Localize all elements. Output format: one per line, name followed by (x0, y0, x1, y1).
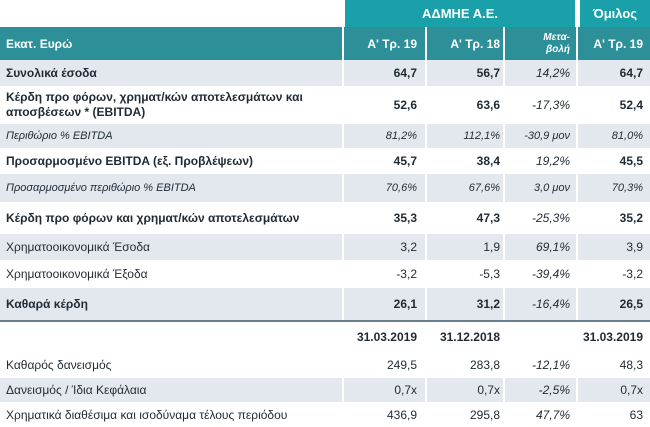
col-q1-19-header: Α' Τρ. 19 (367, 36, 417, 51)
row-value-change: -25,3% (531, 211, 570, 225)
row-label (6, 86, 346, 124)
table-row (0, 202, 650, 234)
row-value-change: -30,9 μον (524, 130, 570, 142)
row-value-group: 70,3% (611, 182, 643, 194)
table-row (0, 124, 650, 148)
row-value-change: 69,1% (535, 240, 570, 254)
row-label: Καθαρός δανεισμός (6, 358, 112, 372)
row-value-group: 45,5 (619, 154, 643, 168)
row-label-line2: αποσβέσεων * (EBITDA) (6, 105, 146, 119)
row-value-q1-19: 3,2 (400, 240, 417, 254)
row-value-change: -17,3% (531, 98, 570, 112)
row-value-group: 52,4 (619, 98, 643, 112)
table-row (0, 60, 650, 86)
row-label: Κέρδη προ φόρων και χρηματ/κών αποτελεσμάτων (6, 211, 300, 225)
row-value-group: 26,5 (619, 297, 643, 311)
row-value-q1-18: 56,7 (476, 66, 500, 80)
row-value-q1-18: 47,3 (476, 211, 500, 225)
row-value-group: 81,0% (611, 130, 643, 142)
row-value-fy18: 295,8 (469, 407, 500, 422)
col-change-header (505, 27, 570, 60)
table-row (0, 86, 650, 124)
row-label: Προσαρμοσμένο EBITDA (εξ. Προβλέψεων) (6, 154, 254, 168)
row-value-q1-19: 35,3 (393, 211, 417, 225)
row-label: Προσαρμοσμένο περιθώριο % EBITDA (6, 182, 196, 194)
table-row (0, 174, 650, 202)
row-value-q1-19: 436,9 (386, 407, 417, 422)
row-value-group: 3,9 (626, 240, 643, 254)
row-value-change: -2,5% (538, 383, 570, 397)
row-value-group: 64,7 (619, 66, 643, 80)
row-value-q1-19: 70,6% (385, 182, 417, 194)
table-row (0, 288, 650, 320)
row-value-change: 3,0 μον (534, 182, 570, 194)
balance-date-row (0, 322, 650, 352)
table-row (0, 352, 650, 378)
row-value-q1-19: 64,7 (393, 66, 417, 80)
row-label: Χρηματοοικονομικά Έξοδα (6, 267, 148, 281)
row-label: Συνολικά έσοδα (6, 66, 97, 80)
row-value-change: -39,4% (531, 267, 570, 281)
row-value-change: -12,1% (531, 358, 570, 372)
row-label: Καθαρά κέρδη (6, 297, 88, 311)
row-label: Χρηματικά διαθέσιμα και ισοδύναμα τέλους περιόδου (6, 407, 288, 422)
company-header (345, 0, 575, 27)
row-value-group: 63 (629, 407, 643, 422)
row-label: Περιθώριο % EBITDA (6, 130, 113, 142)
group-header-label: Όμιλος (592, 6, 638, 21)
row-value-q1-19: 0,7x (394, 383, 417, 397)
row-label-line1: Κέρδη προ φόρων, χρηματ/κών αποτελεσμάτων και (6, 90, 303, 104)
row-value-q1-19: 52,6 (393, 98, 417, 112)
table-row (0, 148, 650, 174)
row-value-q1-18: 112,1% (463, 130, 500, 142)
col-q1-18-header: Α' Τρ. 18 (450, 36, 500, 51)
table-row (0, 260, 650, 288)
row-label: Χρηματοοικονομικά Έσοδα (6, 240, 150, 254)
row-value-change: 19,2% (535, 154, 570, 168)
row-value-change: -16,4% (531, 297, 570, 311)
row-value-q1-19: -3,2 (396, 267, 417, 281)
unit-label: Εκατ. Ευρώ (6, 36, 73, 51)
row-value-change: 14,2% (535, 66, 570, 80)
row-value-change: 47,7% (535, 407, 570, 422)
row-value-q1-18: 67,6% (468, 182, 500, 194)
row-value-q1-19: 81,2% (385, 130, 417, 142)
row-value-fy18: 283,8 (469, 358, 500, 372)
balance-date-fy18: 31.12.2018 (439, 330, 500, 344)
col-change-header-line1: Μετα- (543, 31, 570, 43)
row-value-q1-18: 31,2 (476, 297, 500, 311)
column-header-row (0, 27, 650, 60)
row-value-group: -3,2 (622, 267, 643, 281)
company-header-label: ΑΔΜΗΕ Α.Ε. (421, 6, 499, 21)
table-row (0, 378, 650, 402)
row-value-q1-18: -5,3 (479, 267, 500, 281)
row-label: Δανεισμός / Ίδια Κεφάλαια (6, 383, 147, 397)
balance-date-q1-19: 31.03.2019 (356, 330, 417, 344)
row-value-q1-19: 45,7 (393, 154, 417, 168)
row-value-group: 48,3 (619, 358, 643, 372)
table-row (0, 234, 650, 260)
col-change-header-line2: βολή (546, 43, 570, 55)
group-header (580, 0, 650, 27)
col-group-q1-19-header: Α' Τρ. 19 (593, 36, 643, 51)
table-row (0, 402, 650, 427)
balance-date-group: 31.03.2019 (582, 330, 643, 344)
row-value-q1-19: 26,1 (393, 297, 417, 311)
row-value-group: 0,7x (620, 383, 643, 397)
row-value-group: 35,2 (619, 211, 643, 225)
row-value-q1-18: 38,4 (476, 154, 500, 168)
row-value-q1-19: 249,5 (386, 358, 417, 372)
row-value-q1-18: 63,6 (476, 98, 500, 112)
row-value-fy18: 0,7x (477, 383, 500, 397)
row-value-q1-18: 1,9 (483, 240, 500, 254)
